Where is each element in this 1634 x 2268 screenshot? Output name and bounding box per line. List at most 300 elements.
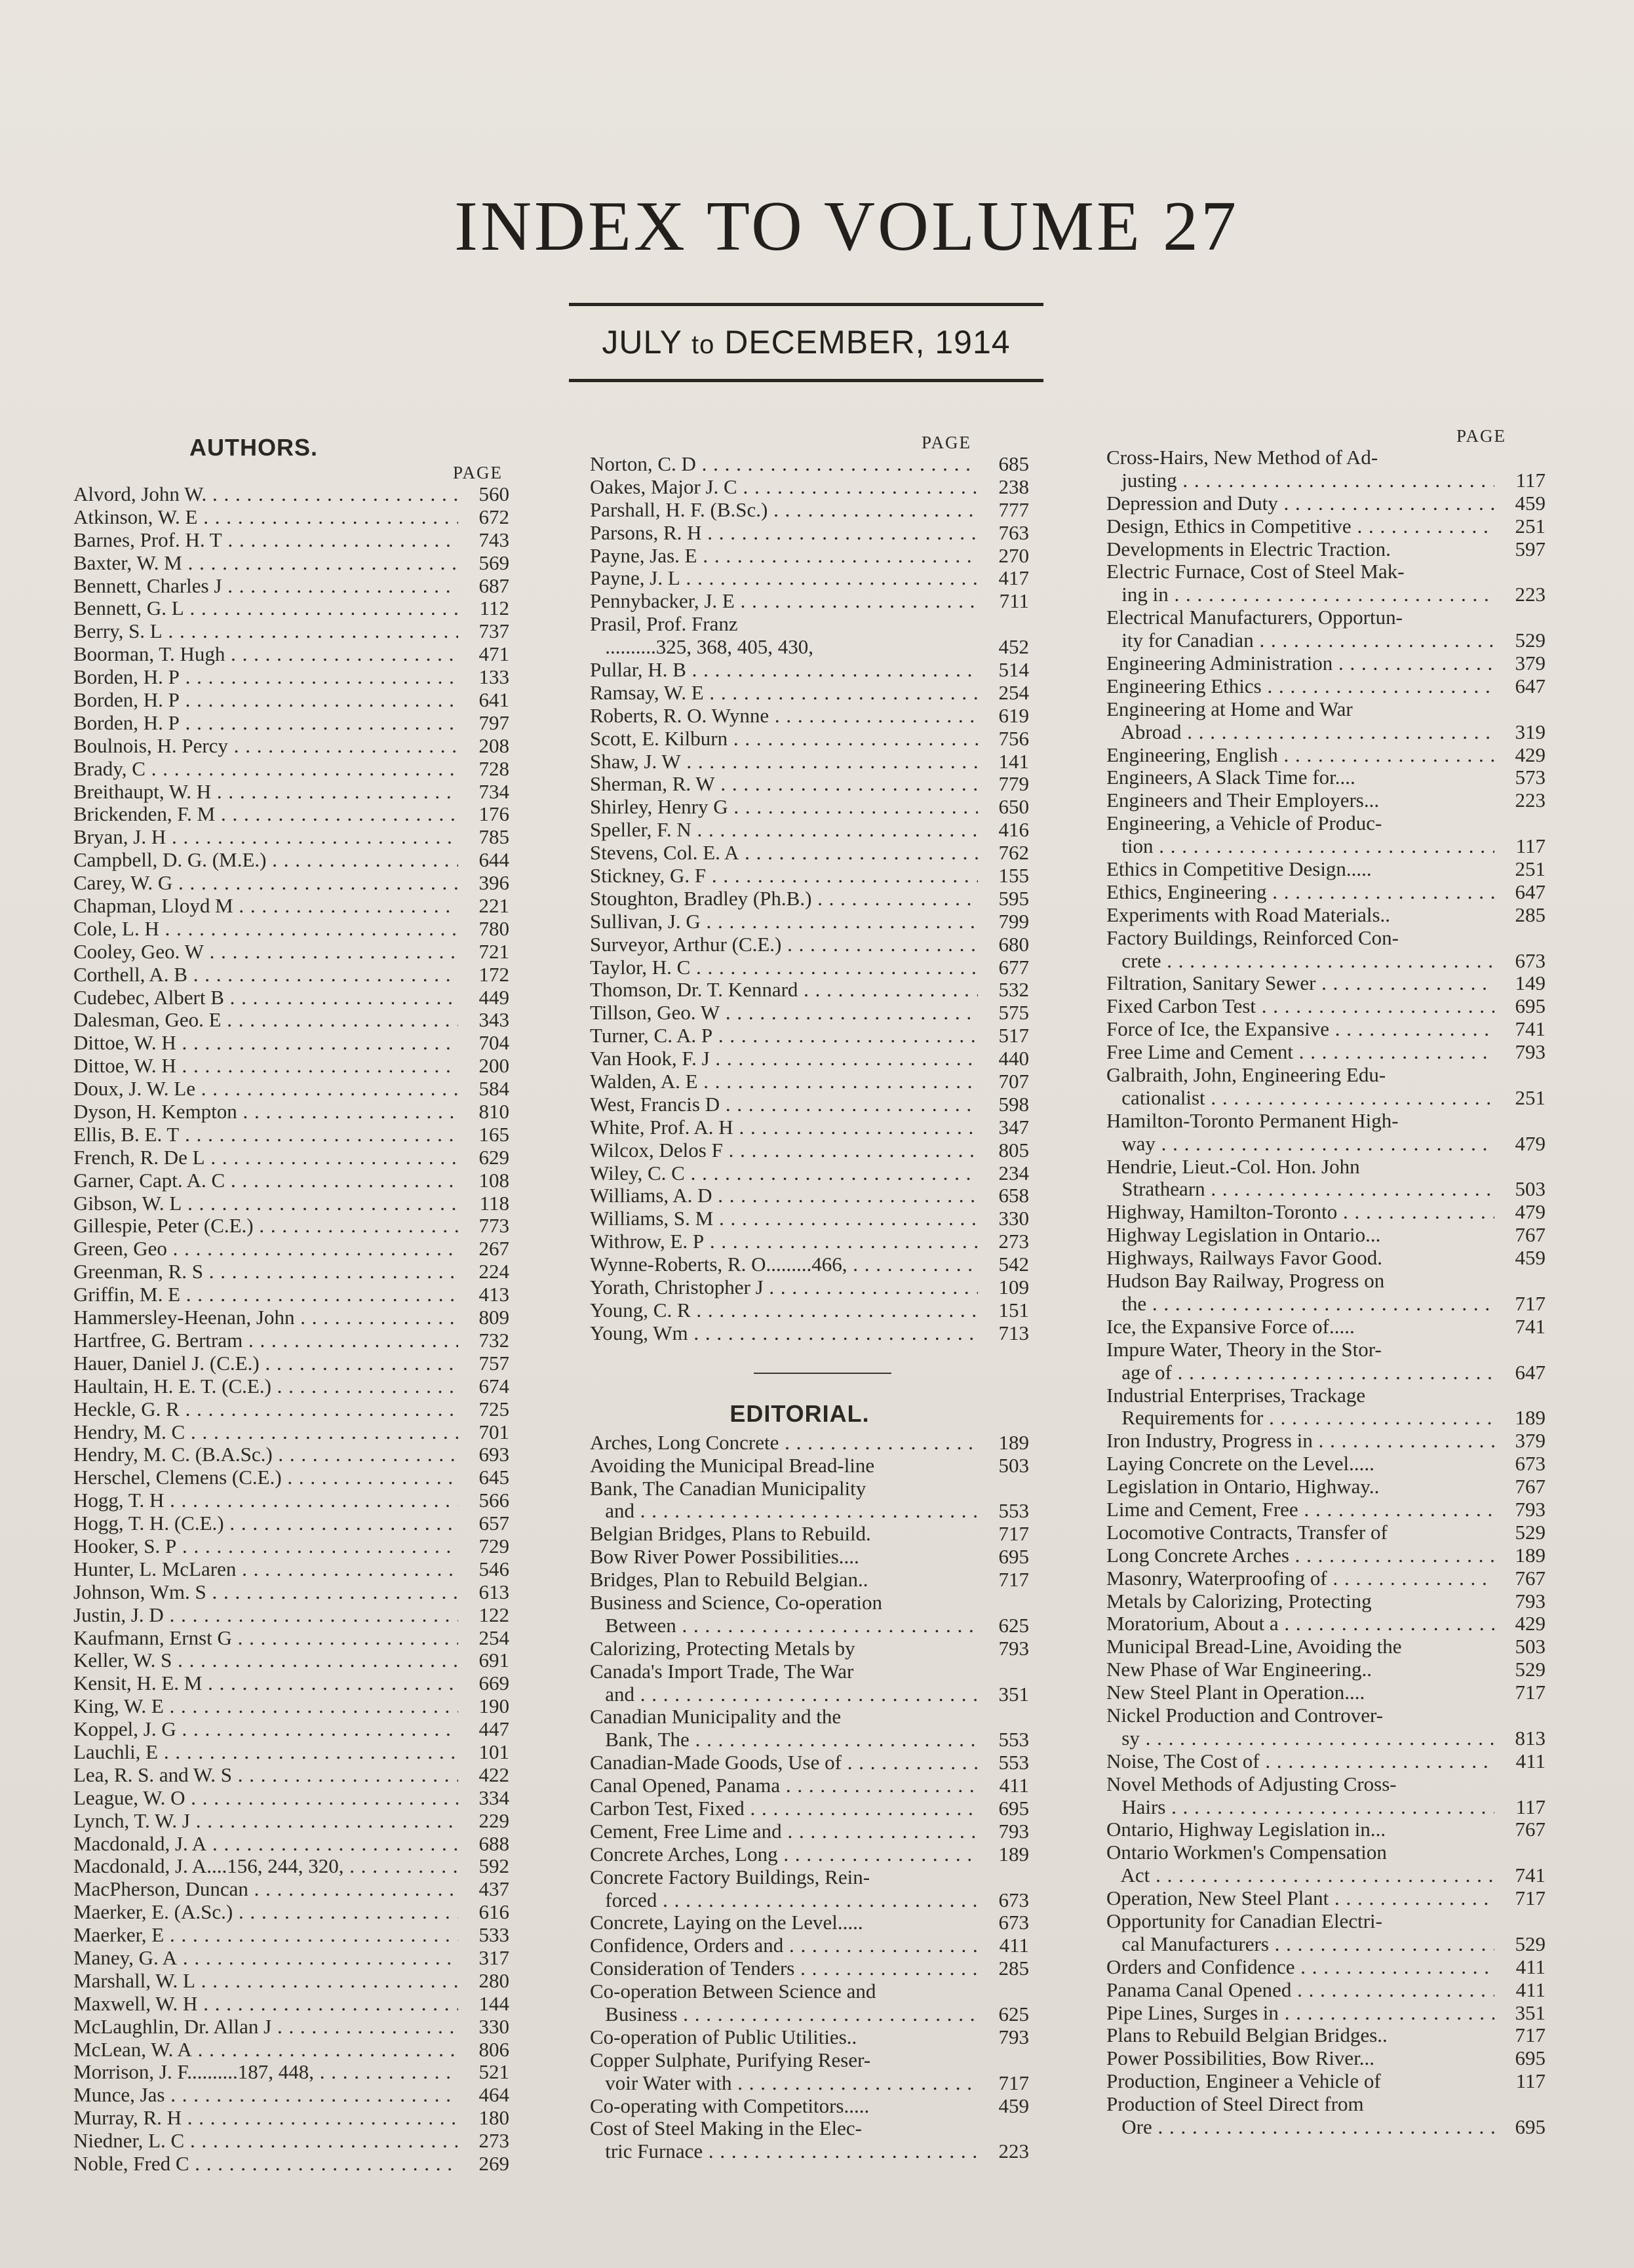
index-entry xyxy=(73,2016,509,2039)
index-entry xyxy=(73,643,509,666)
entry-text: Confidence, Orders and . . . xyxy=(590,1934,978,1957)
entry-page-number: 503 xyxy=(998,1453,1029,1477)
entry-text: Iron Industry, Progress in . . . xyxy=(1106,1430,1494,1453)
entry-page-number: 793 xyxy=(1515,1040,1546,1064)
index-entry xyxy=(73,1878,509,1901)
entry-text: Berry, S. L . . . xyxy=(73,620,458,643)
entry-page-number: 343 xyxy=(478,1008,509,1032)
entry-page-number: 780 xyxy=(478,916,509,940)
authors-column-2 xyxy=(590,433,1029,2163)
entry-text: Bennett, Charles J . . . xyxy=(73,575,458,598)
entry-page-number: 810 xyxy=(478,1100,509,1124)
index-entry xyxy=(73,781,509,804)
entry-text: Gibson, W. L . . . xyxy=(73,1192,458,1215)
entry-text: tion . . . xyxy=(1106,835,1494,858)
entry-page-number: 734 xyxy=(478,779,509,803)
index-entry xyxy=(73,1672,509,1695)
entry-text: Hendrie, Lieut.-Col. Hon. John xyxy=(1106,1155,1360,1178)
entry-page-number: 569 xyxy=(478,551,509,574)
entry-text: Cudebec, Albert B . . . xyxy=(73,987,458,1009)
entry-page-number: 687 xyxy=(478,574,509,597)
entry-text: Turner, C. A. P . . . xyxy=(590,1025,978,1047)
index-entry xyxy=(590,1002,1029,1025)
entry-text: Johnson, Wm. S . . . xyxy=(73,1581,458,1604)
index-entry xyxy=(1106,1270,1546,1293)
entry-page-number: 625 xyxy=(998,2002,1029,2025)
index-entry xyxy=(73,1787,509,1810)
entry-page-number: 743 xyxy=(478,528,509,551)
index-entry xyxy=(1106,1727,1546,1750)
index-entry xyxy=(73,1535,509,1558)
entry-text: Van Hook, F. J . . . xyxy=(590,1047,978,1070)
entry-page-number: 379 xyxy=(1515,652,1546,675)
entry-page-number: 529 xyxy=(1515,1520,1546,1544)
index-entry xyxy=(1106,1956,1546,1979)
entry-text: Parsons, R. H . . . xyxy=(590,522,978,545)
index-entry xyxy=(73,1901,509,1924)
entry-page-number: 725 xyxy=(478,1397,509,1420)
entry-text: Hunter, L. McLaren . . . xyxy=(73,1558,458,1581)
entry-text: Noble, Fred C . . . xyxy=(73,2153,458,2176)
index-entry xyxy=(590,773,1029,796)
index-entry xyxy=(1106,1476,1546,1498)
entry-page-number: 793 xyxy=(1515,1589,1546,1613)
entry-text: Hamilton-Toronto Permanent High- xyxy=(1106,1109,1399,1132)
entry-page-number: 200 xyxy=(478,1054,509,1078)
entry-page-number: 221 xyxy=(478,894,509,918)
entry-text: Long Concrete Arches . . . xyxy=(1106,1544,1494,1567)
page-column-header: PAGE xyxy=(452,463,503,482)
entry-page-number: 767 xyxy=(1515,1223,1546,1247)
index-entry xyxy=(590,590,1029,613)
entry-page-number: 189 xyxy=(1515,1406,1546,1430)
index-entry xyxy=(590,2095,1029,2118)
entry-text: Ontario, Highway Legislation in... xyxy=(1106,1818,1386,1841)
index-entry xyxy=(590,2140,1029,2163)
index-entry xyxy=(73,1032,509,1055)
index-entry xyxy=(1106,1361,1546,1384)
entry-page-number: 411 xyxy=(1515,1978,1546,2001)
entry-text: crete . . . xyxy=(1106,950,1494,973)
entry-page-number: 208 xyxy=(478,733,509,757)
index-entry xyxy=(73,1261,509,1283)
entry-text: ity for Canadian . . . xyxy=(1106,629,1494,652)
entry-text: Masonry, Waterproofing of . . . xyxy=(1106,1567,1494,1590)
entry-text: Dalesman, Geo. E . . . xyxy=(73,1009,458,1032)
entry-page-number: 721 xyxy=(478,939,509,963)
index-entry xyxy=(1106,1613,1546,1635)
index-entry xyxy=(73,689,509,712)
entry-page-number: 793 xyxy=(998,1636,1029,1660)
entry-text: Dittoe, W. H . . . xyxy=(73,1055,458,1078)
index-entry xyxy=(73,529,509,552)
entry-text: Cost of Steel Making in the Elec- xyxy=(590,2117,862,2140)
entry-page-number: 693 xyxy=(478,1443,509,1466)
entry-page-number: 347 xyxy=(998,1115,1029,1139)
entry-text: Stoughton, Bradley (Ph.B.) . . . xyxy=(590,888,978,910)
entry-text: Municipal Bread-Line, Avoiding the xyxy=(1106,1635,1402,1658)
entry-text: Withrow, E. P . . . xyxy=(590,1230,978,1253)
entry-page-number: 437 xyxy=(478,1877,509,1901)
index-entry xyxy=(73,1169,509,1192)
entry-text: Galbraith, John, Engineering Edu- xyxy=(1106,1064,1386,1087)
entry-text: Free Lime and Cement . . . xyxy=(1106,1041,1494,1064)
index-entry xyxy=(1106,1567,1546,1590)
entry-text: Bank, The Canadian Municipality xyxy=(590,1477,866,1500)
entry-page-number: 459 xyxy=(1515,491,1546,515)
entry-text: Cement, Free Lime and . . . xyxy=(590,1820,978,1843)
entry-text: Boulnois, H. Percy . . . xyxy=(73,735,458,758)
index-entry xyxy=(73,1764,509,1787)
entry-text: Engineering at Home and War xyxy=(1106,697,1353,720)
index-entry xyxy=(73,483,509,506)
index-entry xyxy=(1106,1933,1546,1956)
index-entry xyxy=(1106,1430,1546,1453)
entry-text: Legislation in Ontario, Highway.. xyxy=(1106,1476,1380,1498)
title-rule-top xyxy=(569,303,1043,306)
entry-page-number: 669 xyxy=(478,1672,509,1695)
entry-page-number: 141 xyxy=(998,749,1029,773)
index-entry xyxy=(590,499,1029,522)
index-entry xyxy=(73,1375,509,1398)
page-column-header: PAGE xyxy=(921,433,971,452)
entry-page-number: 447 xyxy=(478,1717,509,1741)
entry-text: Belgian Bridges, Plans to Rebuild. xyxy=(590,1523,871,1546)
index-entry xyxy=(1106,1156,1546,1179)
entry-page-number: 190 xyxy=(478,1694,509,1718)
index-entry xyxy=(1106,995,1546,1018)
entry-page-number: 108 xyxy=(478,1168,509,1192)
entry-page-number: 351 xyxy=(1515,2001,1546,2024)
entry-page-number: 223 xyxy=(1515,789,1546,812)
entry-text: Act . . . xyxy=(1106,1864,1494,1887)
index-entry xyxy=(1106,1864,1546,1887)
index-entry xyxy=(590,613,1029,636)
index-entry xyxy=(590,1116,1029,1139)
index-entry xyxy=(73,1924,509,1947)
entry-page-number: 717 xyxy=(998,2071,1029,2094)
entry-page-number: 713 xyxy=(998,1321,1029,1344)
entry-page-number: 657 xyxy=(478,1512,509,1535)
index-entry xyxy=(1106,606,1546,629)
entry-page-number: 793 xyxy=(1515,1497,1546,1521)
entry-text: Lea, R. S. and W. S . . . xyxy=(73,1764,458,1787)
entry-page-number: 189 xyxy=(1515,1543,1546,1567)
index-entry xyxy=(73,1146,509,1169)
index-entry xyxy=(590,1820,1029,1843)
entry-page-number: 122 xyxy=(478,1603,509,1626)
entry-page-number: 592 xyxy=(478,1854,509,1878)
index-entry xyxy=(1106,1018,1546,1041)
index-entry xyxy=(1106,2093,1546,2116)
entry-text: Carey, W. G . . . xyxy=(73,872,458,895)
entry-page-number: 155 xyxy=(998,864,1029,888)
entry-text: Oakes, Major J. C . . . xyxy=(590,476,978,499)
entry-text: Campbell, D. G. (M.E.) . . . xyxy=(73,849,458,872)
entry-page-number: 717 xyxy=(998,1568,1029,1592)
entry-page-number: 317 xyxy=(478,1945,509,1969)
entry-text: Impure Water, Theory in the Stor- xyxy=(1106,1338,1382,1361)
entry-page-number: 756 xyxy=(998,726,1029,750)
index-entry xyxy=(73,941,509,964)
index-entry xyxy=(590,1276,1029,1299)
index-entry xyxy=(590,796,1029,819)
entry-page-number: 566 xyxy=(478,1489,509,1512)
entry-text: Production of Steel Direct from xyxy=(1106,2093,1364,2116)
entry-text: Operation, New Steel Plant . . . xyxy=(1106,1887,1494,1910)
index-entry xyxy=(590,1911,1029,1934)
index-entry xyxy=(590,1569,1029,1592)
index-entry xyxy=(590,1774,1029,1797)
entry-text: Thomson, Dr. T. Kennard . . . xyxy=(590,979,978,1002)
entry-text: justing . . . xyxy=(1106,469,1494,492)
entry-text: Speller, F. N . . . xyxy=(590,819,978,842)
entry-page-number: 117 xyxy=(1515,1795,1546,1818)
entry-page-number: 717 xyxy=(998,1522,1029,1546)
entry-text: Hendry, M. C. (B.A.Sc.) . . . xyxy=(73,1443,458,1466)
index-entry xyxy=(73,1009,509,1032)
subtitle-to: to xyxy=(691,330,715,359)
index-entry xyxy=(590,636,1029,659)
index-entry xyxy=(73,1124,509,1146)
index-entry xyxy=(590,1889,1029,1912)
entry-text: Justin, J. D . . . xyxy=(73,1604,458,1627)
entry-page-number: 533 xyxy=(478,1923,509,1947)
index-entry xyxy=(73,1443,509,1466)
index-entry xyxy=(73,1512,509,1535)
entry-page-number: 779 xyxy=(998,772,1029,796)
entry-text: Taylor, H. C . . . xyxy=(590,956,978,979)
entry-page-number: 797 xyxy=(478,711,509,734)
entry-text: Wynne-Roberts, R. O.........466, . . . xyxy=(590,1253,978,1276)
entry-text: Cross-Hairs, New Method of Ad- xyxy=(1106,446,1378,469)
entry-text: Payne, Jas. E . . . xyxy=(590,545,978,568)
entry-text: Engineering, English . . . xyxy=(1106,744,1494,767)
index-entry xyxy=(590,888,1029,910)
entry-page-number: 647 xyxy=(1515,880,1546,903)
entry-page-number: 629 xyxy=(478,1145,509,1169)
entry-text: Young, Wm . . . xyxy=(590,1322,978,1345)
entry-text: Young, C. R . . . xyxy=(590,1299,978,1322)
index-entry xyxy=(590,1637,1029,1660)
entry-page-number: 109 xyxy=(998,1276,1029,1299)
entry-page-number: 741 xyxy=(1515,1864,1546,1887)
entry-text: Filtration, Sanitary Sewer . . . xyxy=(1106,972,1494,995)
index-entry xyxy=(590,1070,1029,1093)
entry-page-number: 269 xyxy=(478,2152,509,2175)
subtitle-end: DECEMBER, 1914 xyxy=(724,324,1011,361)
entry-page-number: 285 xyxy=(998,1957,1029,1980)
index-entry xyxy=(73,552,509,575)
entry-text: and . . . xyxy=(590,1683,978,1706)
page-column-header: PAGE xyxy=(1456,426,1506,446)
entry-page-number: 117 xyxy=(1515,468,1546,492)
index-entry xyxy=(1106,1544,1546,1567)
entry-text: Avoiding the Municipal Bread-line xyxy=(590,1454,875,1477)
index-entry xyxy=(73,2107,509,2130)
entry-page-number: 280 xyxy=(478,1968,509,1992)
index-entry xyxy=(1106,1658,1546,1681)
entry-text: the . . . xyxy=(1106,1293,1494,1316)
index-entry xyxy=(1106,2002,1546,2025)
index-entry xyxy=(1106,1201,1546,1224)
entry-page-number: 464 xyxy=(478,2083,509,2107)
entry-text: Pullar, H. B . . . xyxy=(590,659,978,682)
index-entry xyxy=(590,1683,1029,1706)
index-entry xyxy=(73,964,509,987)
index-entry xyxy=(1106,1590,1546,1613)
entry-text: Requirements for . . . xyxy=(1106,1407,1494,1430)
entry-text: Engineering, a Vehicle of Produc- xyxy=(1106,812,1382,835)
entry-text: Dyson, H. Kempton . . . xyxy=(73,1101,458,1124)
entry-page-number: 440 xyxy=(998,1047,1029,1070)
entry-text: Green, Geo . . . xyxy=(73,1238,458,1261)
entry-text: Design, Ethics in Competitive . . . xyxy=(1106,515,1494,538)
entry-page-number: 542 xyxy=(998,1253,1029,1276)
entry-page-number: 176 xyxy=(478,802,509,826)
entry-text: Doux, J. W. Le . . . xyxy=(73,1078,458,1101)
entry-page-number: 597 xyxy=(1515,537,1546,560)
index-entry xyxy=(590,1207,1029,1230)
entry-page-number: 763 xyxy=(998,520,1029,544)
entry-text: Borden, H. P . . . xyxy=(73,712,458,735)
index-entry xyxy=(1106,2116,1546,2139)
entry-page-number: 691 xyxy=(478,1649,509,1672)
entry-page-number: 229 xyxy=(478,1809,509,1832)
entry-text: Breithaupt, W. H . . . xyxy=(73,781,458,804)
entry-page-number: 417 xyxy=(998,566,1029,590)
entry-text: Boorman, T. Hugh . . . xyxy=(73,643,458,666)
entry-page-number: 459 xyxy=(1515,1246,1546,1270)
index-entry xyxy=(1106,721,1546,744)
entry-page-number: 773 xyxy=(478,1214,509,1238)
entry-text: Scott, E. Kilburn . . . xyxy=(590,728,978,751)
entry-page-number: 411 xyxy=(999,1934,1029,1957)
entry-page-number: 223 xyxy=(1515,583,1546,606)
entry-text: Concrete Factory Buildings, Rein- xyxy=(590,1866,870,1888)
index-entry xyxy=(590,1432,1029,1455)
entry-text: Kaufmann, Ernst G . . . xyxy=(73,1627,458,1650)
index-entry xyxy=(1106,1293,1546,1316)
index-entry xyxy=(590,1660,1029,1683)
entry-text: way . . . xyxy=(1106,1133,1494,1156)
entry-text: King, W. E . . . xyxy=(73,1695,458,1718)
index-entry xyxy=(590,1751,1029,1774)
entry-page-number: 575 xyxy=(998,1001,1029,1025)
entry-text: Consideration of Tenders . . . xyxy=(590,1957,978,1980)
entry-text: Macdonald, J. A . . . xyxy=(73,1833,458,1856)
index-entry xyxy=(590,1322,1029,1345)
index-entry xyxy=(73,1489,509,1512)
entry-page-number: 673 xyxy=(998,1911,1029,1934)
authors-heading: AUTHORS. xyxy=(189,434,318,461)
entry-text: Barnes, Prof. H. T . . . xyxy=(73,529,458,552)
index-entry xyxy=(590,1866,1029,1889)
entry-page-number: 806 xyxy=(478,2037,509,2061)
index-entry xyxy=(1106,583,1546,606)
index-entry xyxy=(73,1558,509,1581)
entry-page-number: 273 xyxy=(478,2129,509,2153)
index-entry xyxy=(1106,744,1546,767)
entry-page-number: 729 xyxy=(478,1534,509,1557)
entry-page-number: 411 xyxy=(1515,1749,1546,1772)
date-range-subtitle xyxy=(569,326,1043,359)
entry-text: MacPherson, Duncan . . . xyxy=(73,1878,458,1901)
entry-text: Payne, J. L . . . xyxy=(590,567,978,590)
index-entry xyxy=(1106,2024,1546,2047)
index-entry xyxy=(590,1729,1029,1751)
entry-text: Abroad . . . xyxy=(1106,721,1494,744)
entry-text: Surveyor, Arthur (C.E.) . . . xyxy=(590,933,978,956)
entry-text: Canadian-Made Goods, Use of . . . xyxy=(590,1751,978,1774)
index-entry xyxy=(73,918,509,941)
entry-text: Herschel, Clemens (C.E.) . . . xyxy=(73,1466,458,1489)
entry-text: Cooley, Geo. W . . . xyxy=(73,941,458,964)
entry-page-number: 251 xyxy=(1515,1085,1546,1109)
entry-page-number: 351 xyxy=(998,1682,1029,1706)
entry-page-number: 673 xyxy=(998,1888,1029,1911)
index-entry xyxy=(73,826,509,849)
entry-page-number: 613 xyxy=(478,1580,509,1603)
entry-page-number: 707 xyxy=(998,1070,1029,1093)
entry-page-number: 429 xyxy=(1515,1612,1546,1635)
entry-text: Borden, H. P . . . xyxy=(73,689,458,712)
index-entry xyxy=(590,1934,1029,1957)
entry-text: Highway Legislation in Ontario... xyxy=(1106,1224,1381,1247)
index-entry xyxy=(1106,1247,1546,1270)
entry-text: Ellis, B. E. T . . . xyxy=(73,1124,458,1146)
entry-text: White, Prof. A. H . . . xyxy=(590,1116,978,1139)
entry-page-number: 777 xyxy=(998,498,1029,521)
index-entry xyxy=(73,1855,509,1878)
index-entry xyxy=(590,1299,1029,1322)
entry-text: Developments in Electric Traction. xyxy=(1106,538,1391,560)
entry-text: Lauchli, E . . . xyxy=(73,1741,458,1764)
index-entry xyxy=(1106,1681,1546,1704)
entry-page-number: 234 xyxy=(998,1161,1029,1184)
entry-page-number: 411 xyxy=(1515,1955,1546,1978)
entry-text: Lynch, T. W. J . . . xyxy=(73,1810,458,1833)
entry-page-number: 411 xyxy=(999,1774,1029,1797)
entry-page-number: 117 xyxy=(1515,2069,1546,2093)
index-entry xyxy=(73,872,509,895)
entry-text: Baxter, W. M . . . xyxy=(73,552,458,575)
entry-text: Ice, the Expansive Force of..... xyxy=(1106,1315,1355,1338)
entry-text: Kensit, H. E. M . . . xyxy=(73,1672,458,1695)
index-entry xyxy=(1106,812,1546,835)
index-entry xyxy=(73,735,509,758)
index-entry xyxy=(590,1500,1029,1523)
index-entry xyxy=(73,1970,509,1993)
index-entry xyxy=(73,666,509,689)
index-entry xyxy=(73,1718,509,1741)
entry-text: Sherman, R. W . . . xyxy=(590,773,978,796)
index-entry xyxy=(1106,1224,1546,1247)
entry-page-number: 598 xyxy=(998,1092,1029,1116)
entry-page-number: 757 xyxy=(478,1351,509,1375)
entry-page-number: 112 xyxy=(479,596,509,620)
entry-text: Metals by Calorizing, Protecting xyxy=(1106,1590,1372,1613)
entry-text: Pennybacker, J. E . . . xyxy=(590,590,978,613)
entry-text: Corthell, A. B . . . xyxy=(73,964,458,987)
index-entry xyxy=(73,1466,509,1489)
entry-page-number: 616 xyxy=(478,1900,509,1924)
entry-page-number: 251 xyxy=(1515,857,1546,881)
index-entry xyxy=(1106,1087,1546,1110)
entry-text: Power Possibilities, Bow River... xyxy=(1106,2047,1375,2070)
index-entry xyxy=(73,849,509,872)
entry-text: Alvord, John W. . . . xyxy=(73,483,458,506)
